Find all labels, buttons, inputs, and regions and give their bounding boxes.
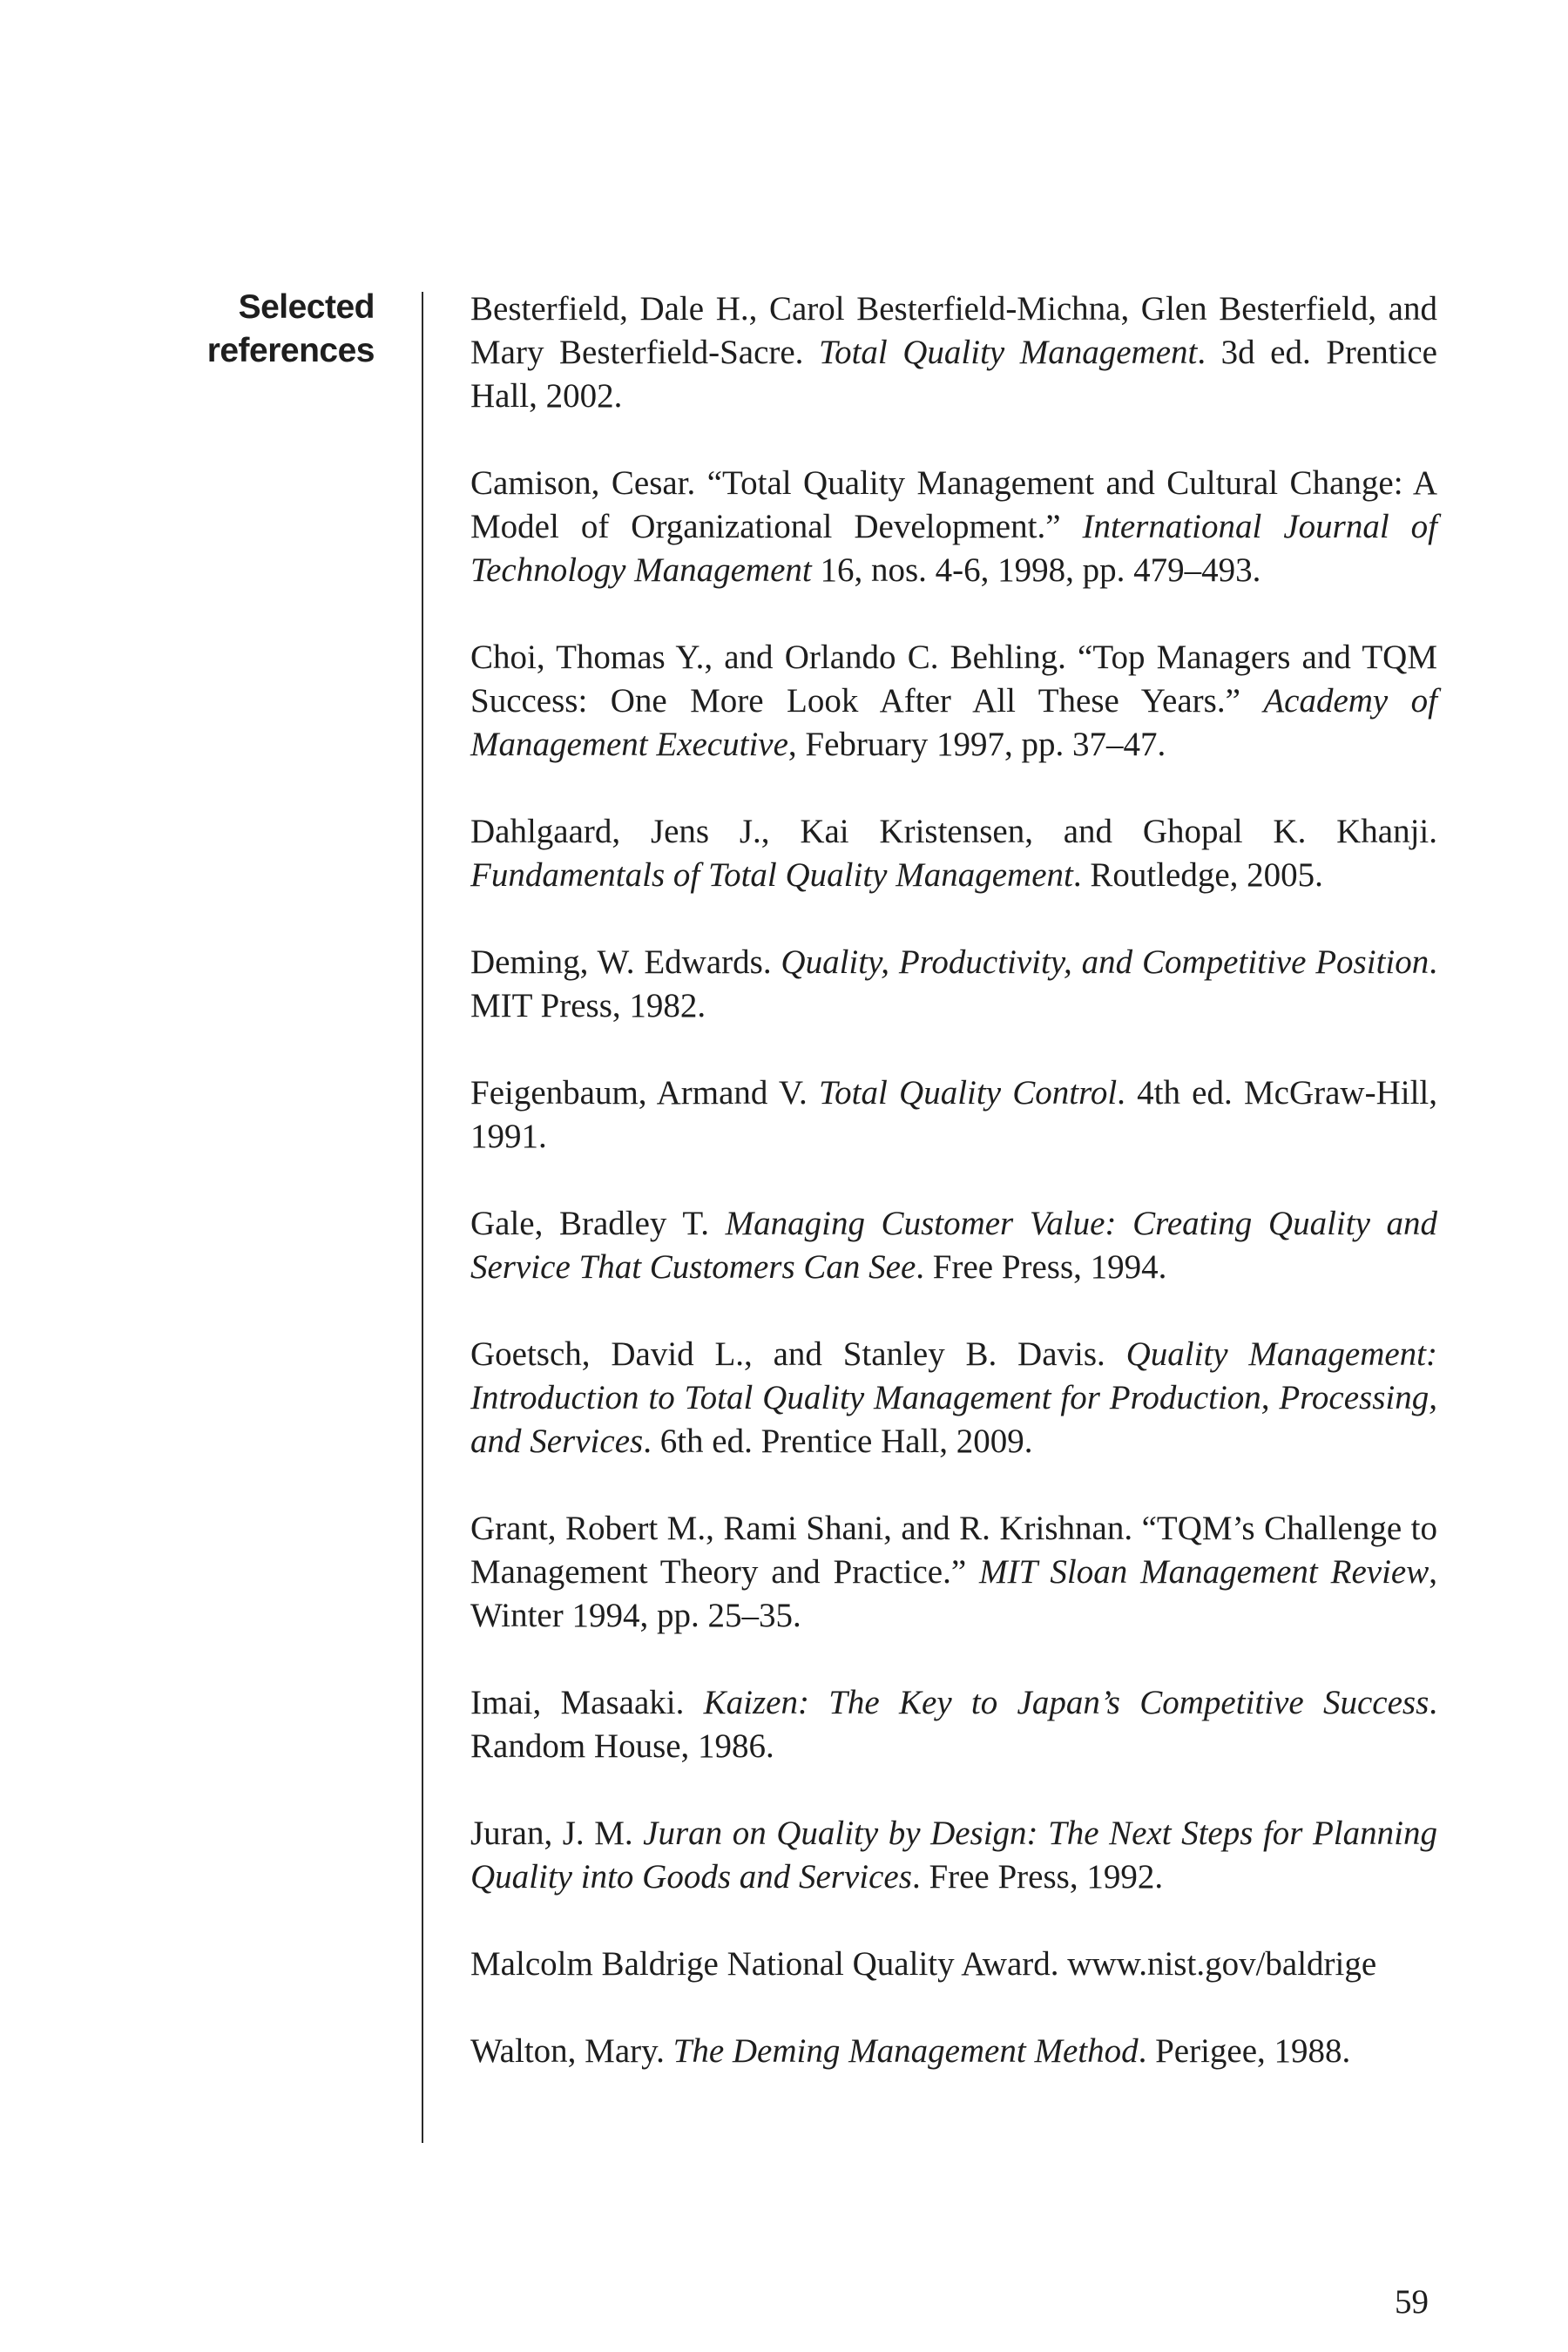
section-heading-line-1: Selected xyxy=(238,288,375,326)
page-number: 59 xyxy=(1395,2283,1429,2321)
reference-title: Kaizen: The Key to Japan’s Competitive Success xyxy=(703,1684,1429,1721)
section-heading xyxy=(131,286,375,373)
reference-title: Total Quality Management xyxy=(818,334,1198,371)
reference-text: Walton, Mary. xyxy=(470,2032,673,2070)
reference-item xyxy=(470,462,1437,592)
reference-text: . Random House, 1986. xyxy=(470,1684,1437,1765)
reference-text: Imai, Masaaki. xyxy=(470,1684,704,1721)
reference-text: . Free Press, 1994. xyxy=(916,1248,1167,1286)
reference-item xyxy=(470,1507,1437,1638)
reference-text: Feigenbaum, Armand V. xyxy=(470,1074,820,1112)
reference-text: Choi, Thomas Y., and Orlando C. Behling. “Top Managers and TQM Success: One More Look After All These Years.” xyxy=(470,639,1437,720)
reference-title: Quality, Productivity, and Competitive Position xyxy=(781,943,1429,981)
reference-title: MIT Sloan Management Review xyxy=(979,1553,1429,1591)
reference-title: The Deming Management Method xyxy=(672,2032,1139,2070)
reference-list xyxy=(470,287,1437,2117)
reference-text: . 6th ed. Prentice Hall, 2009. xyxy=(643,1423,1033,1460)
reference-text: Grant, Robert M., Rami Shani, and R. Krishnan. “TQM’s Challenge to Management Theory and Practice.” xyxy=(470,1510,1437,1591)
reference-text: Goetsch, David L., and Stanley B. Davis. xyxy=(470,1335,1126,1373)
reference-item xyxy=(470,1202,1437,1289)
reference-item xyxy=(470,1812,1437,1899)
reference-title: Quality Management: Introduction to Total Quality Management for Production, Processing, and Services xyxy=(470,1335,1437,1460)
reference-title: Academy of Management Executive xyxy=(470,682,1437,763)
reference-item xyxy=(470,941,1437,1028)
reference-text: . Routledge, 2005. xyxy=(1072,856,1323,894)
reference-title: Juran on Quality by Design: The Next Steps for Planning Quality into Goods and Services xyxy=(470,1815,1437,1896)
reference-title: Managing Customer Value: Creating Quality and Service That Customers Can See xyxy=(470,1205,1437,1286)
reference-text: . Perigee, 1988. xyxy=(1138,2032,1351,2070)
reference-text: , Winter 1994, pp. 25–35. xyxy=(470,1553,1437,1634)
reference-text: Malcolm Baldrige National Quality Award. www.nist.gov/baldrige xyxy=(470,1945,1377,1983)
reference-item xyxy=(470,1943,1437,1986)
reference-item xyxy=(470,636,1437,767)
reference-text: Besterfield, Dale H., Carol Besterfield-Michna, Glen Besterfield, and Mary Besterfield-Sacre. xyxy=(470,290,1437,371)
reference-text: . MIT Press, 1982. xyxy=(470,943,1437,1024)
reference-text: . Free Press, 1992. xyxy=(911,1858,1164,1896)
reference-text: , February 1997, pp. 37–47. xyxy=(787,726,1166,763)
reference-item xyxy=(470,810,1437,897)
reference-title: International Journal of Technology Management xyxy=(470,508,1437,589)
reference-text: Juran, J. M. xyxy=(470,1815,644,1852)
reference-item xyxy=(470,1333,1437,1463)
reference-item xyxy=(470,2030,1437,2073)
reference-text: Camison, Cesar. “Total Quality Management and Cultural Change: A Model of Organizational Development.” xyxy=(470,464,1437,545)
section-heading-line-2: references xyxy=(206,332,375,369)
reference-title: Total Quality Control xyxy=(819,1074,1118,1112)
reference-item xyxy=(470,1071,1437,1159)
reference-title: Fundamentals of Total Quality Management xyxy=(470,856,1073,894)
reference-text: Gale, Bradley T. xyxy=(470,1205,726,1242)
reference-text: 16, nos. 4-6, 1998, pp. 479–493. xyxy=(811,551,1261,589)
reference-text: . 3d ed. Prentice Hall, 2002. xyxy=(470,334,1437,415)
reference-text: Dahlgaard, Jens J., Kai Kristensen, and Ghopal K. Khanji. xyxy=(470,813,1437,850)
reference-text: Deming, W. Edwards. xyxy=(470,943,781,981)
reference-item xyxy=(470,1681,1437,1768)
reference-text: . 4th ed. McGraw-Hill, 1991. xyxy=(470,1074,1437,1155)
reference-item xyxy=(470,287,1437,418)
vertical-divider xyxy=(422,292,423,2143)
